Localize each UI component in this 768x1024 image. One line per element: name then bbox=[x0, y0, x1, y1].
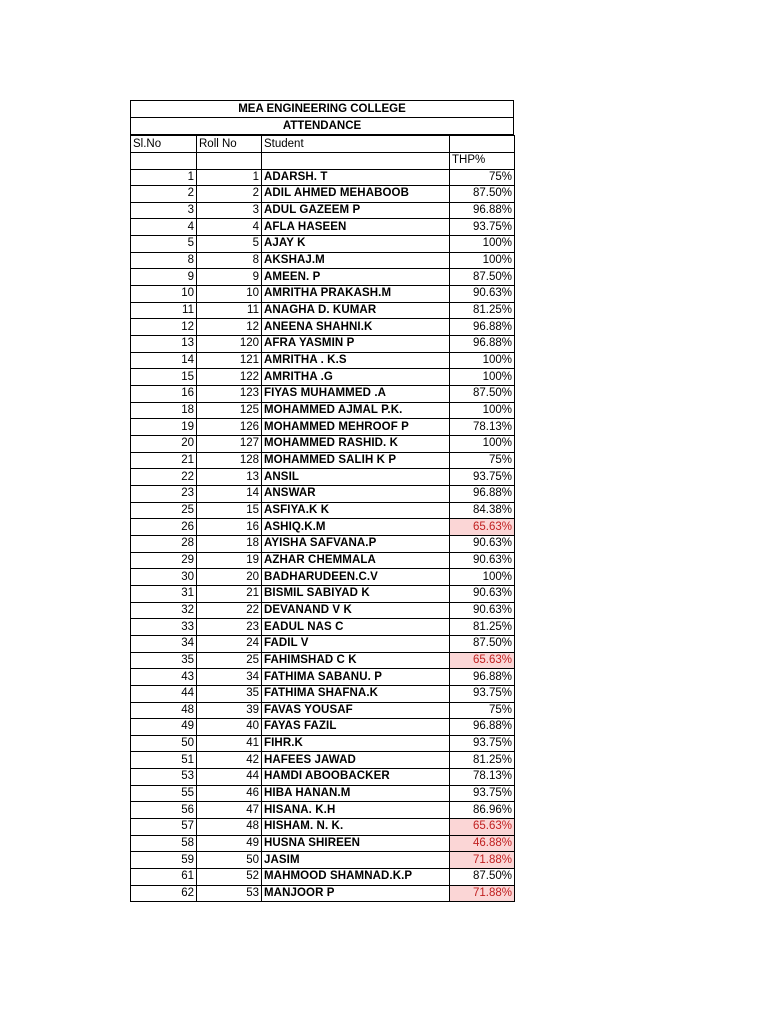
slno-cell: 58 bbox=[131, 835, 197, 852]
table-body bbox=[131, 169, 515, 902]
table-row bbox=[131, 702, 515, 719]
thp-cell: 87.50% bbox=[450, 186, 515, 203]
rollno-cell: 47 bbox=[197, 802, 262, 819]
table-row bbox=[131, 819, 515, 836]
student-name-cell: MOHAMMED AJMAL P.K. bbox=[262, 402, 450, 419]
student-name-cell: BADHARUDEEN.C.V bbox=[262, 569, 450, 586]
student-name-cell: FATHIMA SHAFNA.K bbox=[262, 685, 450, 702]
slno-cell: 1 bbox=[131, 169, 197, 186]
thp-cell: 96.88% bbox=[450, 669, 515, 686]
header-empty bbox=[131, 152, 197, 169]
rollno-cell: 127 bbox=[197, 436, 262, 453]
student-name-cell: MANJOOR P bbox=[262, 885, 450, 902]
rollno-cell: 125 bbox=[197, 402, 262, 419]
student-name-cell: ADUL GAZEEM P bbox=[262, 202, 450, 219]
student-name-cell: AMRITHA .G bbox=[262, 369, 450, 386]
table-row bbox=[131, 502, 515, 519]
student-name-cell: EADUL NAS C bbox=[262, 619, 450, 636]
thp-cell: 81.25% bbox=[450, 302, 515, 319]
table-row bbox=[131, 386, 515, 403]
thp-cell: 46.88% bbox=[450, 835, 515, 852]
slno-cell: 29 bbox=[131, 552, 197, 569]
rollno-cell: 48 bbox=[197, 819, 262, 836]
slno-cell: 59 bbox=[131, 852, 197, 869]
rollno-cell: 8 bbox=[197, 252, 262, 269]
rollno-cell: 41 bbox=[197, 735, 262, 752]
student-name-cell: FATHIMA SABANU. P bbox=[262, 669, 450, 686]
student-name-cell: AKSHAJ.M bbox=[262, 252, 450, 269]
attendance-table bbox=[130, 135, 515, 902]
thp-cell: 87.50% bbox=[450, 386, 515, 403]
student-name-cell: ADIL AHMED MEHABOOB bbox=[262, 186, 450, 203]
thp-cell: 65.63% bbox=[450, 652, 515, 669]
table-row bbox=[131, 452, 515, 469]
slno-cell: 11 bbox=[131, 302, 197, 319]
table-row bbox=[131, 619, 515, 636]
table-row bbox=[131, 469, 515, 486]
student-name-cell: AYISHA SAFVANA.P bbox=[262, 535, 450, 552]
thp-cell: 75% bbox=[450, 169, 515, 186]
slno-cell: 62 bbox=[131, 885, 197, 902]
table-row bbox=[131, 602, 515, 619]
rollno-cell: 2 bbox=[197, 186, 262, 203]
table-header bbox=[131, 136, 515, 169]
student-name-cell: AZHAR CHEMMALA bbox=[262, 552, 450, 569]
table-row bbox=[131, 302, 515, 319]
header-empty bbox=[262, 152, 450, 169]
student-name-cell: BISMIL SABIYAD K bbox=[262, 585, 450, 602]
slno-cell: 51 bbox=[131, 752, 197, 769]
rollno-cell: 14 bbox=[197, 485, 262, 502]
thp-cell: 78.13% bbox=[450, 769, 515, 786]
rollno-cell: 9 bbox=[197, 269, 262, 286]
rollno-cell: 42 bbox=[197, 752, 262, 769]
header-student: Student bbox=[262, 136, 450, 153]
student-name-cell: HAFEES JAWAD bbox=[262, 752, 450, 769]
slno-cell: 13 bbox=[131, 336, 197, 353]
slno-cell: 28 bbox=[131, 535, 197, 552]
slno-cell: 8 bbox=[131, 252, 197, 269]
student-name-cell: AMRITHA . K.S bbox=[262, 352, 450, 369]
slno-cell: 21 bbox=[131, 452, 197, 469]
thp-cell: 84.38% bbox=[450, 502, 515, 519]
slno-cell: 57 bbox=[131, 819, 197, 836]
student-name-cell: AMEEN. P bbox=[262, 269, 450, 286]
table-row bbox=[131, 802, 515, 819]
slno-cell: 48 bbox=[131, 702, 197, 719]
slno-cell: 2 bbox=[131, 186, 197, 203]
thp-cell: 93.75% bbox=[450, 469, 515, 486]
thp-cell: 90.63% bbox=[450, 585, 515, 602]
table-row bbox=[131, 585, 515, 602]
header-slno: Sl.No bbox=[131, 136, 197, 153]
thp-cell: 87.50% bbox=[450, 269, 515, 286]
student-name-cell: AJAY K bbox=[262, 236, 450, 253]
header-row-thp bbox=[131, 152, 515, 169]
slno-cell: 12 bbox=[131, 319, 197, 336]
slno-cell: 56 bbox=[131, 802, 197, 819]
table-row bbox=[131, 169, 515, 186]
student-name-cell: ASHIQ.K.M bbox=[262, 519, 450, 536]
rollno-cell: 35 bbox=[197, 685, 262, 702]
table-row bbox=[131, 885, 515, 902]
slno-cell: 26 bbox=[131, 519, 197, 536]
thp-cell: 100% bbox=[450, 252, 515, 269]
rollno-cell: 13 bbox=[197, 469, 262, 486]
thp-cell: 96.88% bbox=[450, 336, 515, 353]
rollno-cell: 49 bbox=[197, 835, 262, 852]
student-name-cell: ANAGHA D. KUMAR bbox=[262, 302, 450, 319]
thp-cell: 100% bbox=[450, 436, 515, 453]
student-name-cell: MOHAMMED RASHID. K bbox=[262, 436, 450, 453]
table-row bbox=[131, 419, 515, 436]
thp-cell: 96.88% bbox=[450, 319, 515, 336]
slno-cell: 49 bbox=[131, 719, 197, 736]
student-name-cell: AMRITHA PRAKASH.M bbox=[262, 286, 450, 303]
rollno-cell: 16 bbox=[197, 519, 262, 536]
student-name-cell: JASIM bbox=[262, 852, 450, 869]
thp-cell: 100% bbox=[450, 352, 515, 369]
table-row bbox=[131, 719, 515, 736]
thp-cell: 90.63% bbox=[450, 286, 515, 303]
slno-cell: 30 bbox=[131, 569, 197, 586]
slno-cell: 10 bbox=[131, 286, 197, 303]
table-row bbox=[131, 336, 515, 353]
student-name-cell: MAHMOOD SHAMNAD.K.P bbox=[262, 869, 450, 886]
thp-cell: 93.75% bbox=[450, 219, 515, 236]
slno-cell: 55 bbox=[131, 785, 197, 802]
rollno-cell: 11 bbox=[197, 302, 262, 319]
rollno-cell: 4 bbox=[197, 219, 262, 236]
slno-cell: 50 bbox=[131, 735, 197, 752]
thp-cell: 100% bbox=[450, 402, 515, 419]
rollno-cell: 128 bbox=[197, 452, 262, 469]
table-row bbox=[131, 769, 515, 786]
slno-cell: 44 bbox=[131, 685, 197, 702]
slno-cell: 16 bbox=[131, 386, 197, 403]
thp-cell: 78.13% bbox=[450, 419, 515, 436]
attendance-heading: ATTENDANCE bbox=[130, 118, 514, 136]
student-name-cell: ANSWAR bbox=[262, 485, 450, 502]
slno-cell: 34 bbox=[131, 635, 197, 652]
student-name-cell: FAHIMSHAD C K bbox=[262, 652, 450, 669]
slno-cell: 14 bbox=[131, 352, 197, 369]
slno-cell: 33 bbox=[131, 619, 197, 636]
rollno-cell: 12 bbox=[197, 319, 262, 336]
rollno-cell: 50 bbox=[197, 852, 262, 869]
student-name-cell: ADARSH. T bbox=[262, 169, 450, 186]
student-name-cell: FAVAS YOUSAF bbox=[262, 702, 450, 719]
student-name-cell: MOHAMMED SALIH K P bbox=[262, 452, 450, 469]
rollno-cell: 22 bbox=[197, 602, 262, 619]
rollno-cell: 19 bbox=[197, 552, 262, 569]
table-row bbox=[131, 186, 515, 203]
thp-cell: 93.75% bbox=[450, 685, 515, 702]
college-title: MEA ENGINEERING COLLEGE bbox=[130, 100, 514, 118]
thp-cell: 81.25% bbox=[450, 619, 515, 636]
table-row bbox=[131, 286, 515, 303]
rollno-cell: 46 bbox=[197, 785, 262, 802]
rollno-cell: 34 bbox=[197, 669, 262, 686]
slno-cell: 15 bbox=[131, 369, 197, 386]
student-name-cell: FIHR.K bbox=[262, 735, 450, 752]
table-row bbox=[131, 236, 515, 253]
student-name-cell: ANEENA SHAHNI.K bbox=[262, 319, 450, 336]
slno-cell: 23 bbox=[131, 485, 197, 502]
table-row bbox=[131, 319, 515, 336]
thp-cell: 96.88% bbox=[450, 719, 515, 736]
rollno-cell: 40 bbox=[197, 719, 262, 736]
rollno-cell: 39 bbox=[197, 702, 262, 719]
rollno-cell: 44 bbox=[197, 769, 262, 786]
rollno-cell: 23 bbox=[197, 619, 262, 636]
student-name-cell: FIYAS MUHAMMED .A bbox=[262, 386, 450, 403]
table-row bbox=[131, 852, 515, 869]
table-row bbox=[131, 869, 515, 886]
table-row bbox=[131, 402, 515, 419]
student-name-cell: ANSIL bbox=[262, 469, 450, 486]
student-name-cell: HUSNA SHIREEN bbox=[262, 835, 450, 852]
table-row bbox=[131, 752, 515, 769]
table-row bbox=[131, 219, 515, 236]
student-name-cell: ASFIYA.K K bbox=[262, 502, 450, 519]
thp-cell: 75% bbox=[450, 452, 515, 469]
rollno-cell: 21 bbox=[197, 585, 262, 602]
attendance-sheet bbox=[130, 100, 514, 902]
thp-cell: 71.88% bbox=[450, 885, 515, 902]
header-thp: THP% bbox=[450, 152, 515, 169]
table-row bbox=[131, 369, 515, 386]
table-row bbox=[131, 436, 515, 453]
slno-cell: 43 bbox=[131, 669, 197, 686]
slno-cell: 53 bbox=[131, 769, 197, 786]
slno-cell: 4 bbox=[131, 219, 197, 236]
rollno-cell: 18 bbox=[197, 535, 262, 552]
rollno-cell: 120 bbox=[197, 336, 262, 353]
slno-cell: 35 bbox=[131, 652, 197, 669]
rollno-cell: 24 bbox=[197, 635, 262, 652]
table-row bbox=[131, 569, 515, 586]
table-row bbox=[131, 652, 515, 669]
table-row bbox=[131, 202, 515, 219]
thp-cell: 87.50% bbox=[450, 869, 515, 886]
thp-cell: 93.75% bbox=[450, 785, 515, 802]
slno-cell: 25 bbox=[131, 502, 197, 519]
student-name-cell: AFRA YASMIN P bbox=[262, 336, 450, 353]
slno-cell: 3 bbox=[131, 202, 197, 219]
header-empty bbox=[197, 152, 262, 169]
table-row bbox=[131, 519, 515, 536]
rollno-cell: 123 bbox=[197, 386, 262, 403]
student-name-cell: HISHAM. N. K. bbox=[262, 819, 450, 836]
rollno-cell: 1 bbox=[197, 169, 262, 186]
slno-cell: 18 bbox=[131, 402, 197, 419]
slno-cell: 32 bbox=[131, 602, 197, 619]
thp-cell: 90.63% bbox=[450, 552, 515, 569]
thp-cell: 100% bbox=[450, 569, 515, 586]
student-name-cell: AFLA HASEEN bbox=[262, 219, 450, 236]
thp-cell: 96.88% bbox=[450, 485, 515, 502]
thp-cell: 81.25% bbox=[450, 752, 515, 769]
slno-cell: 31 bbox=[131, 585, 197, 602]
table-row bbox=[131, 685, 515, 702]
thp-cell: 90.63% bbox=[450, 535, 515, 552]
thp-cell: 93.75% bbox=[450, 735, 515, 752]
student-name-cell: DEVANAND V K bbox=[262, 602, 450, 619]
student-name-cell: HISANA. K.H bbox=[262, 802, 450, 819]
slno-cell: 19 bbox=[131, 419, 197, 436]
table-row bbox=[131, 352, 515, 369]
student-name-cell: MOHAMMED MEHROOF P bbox=[262, 419, 450, 436]
slno-cell: 9 bbox=[131, 269, 197, 286]
thp-cell: 100% bbox=[450, 236, 515, 253]
table-row bbox=[131, 735, 515, 752]
thp-cell: 87.50% bbox=[450, 635, 515, 652]
header-empty bbox=[450, 136, 515, 153]
student-name-cell: FAYAS FAZIL bbox=[262, 719, 450, 736]
table-row bbox=[131, 669, 515, 686]
table-row bbox=[131, 252, 515, 269]
student-name-cell: HIBA HANAN.M bbox=[262, 785, 450, 802]
student-name-cell: FADIL V bbox=[262, 635, 450, 652]
rollno-cell: 53 bbox=[197, 885, 262, 902]
header-row bbox=[131, 136, 515, 153]
table-row bbox=[131, 835, 515, 852]
thp-cell: 96.88% bbox=[450, 202, 515, 219]
thp-cell: 65.63% bbox=[450, 519, 515, 536]
rollno-cell: 3 bbox=[197, 202, 262, 219]
student-name-cell: HAMDI ABOOBACKER bbox=[262, 769, 450, 786]
table-row bbox=[131, 635, 515, 652]
rollno-cell: 126 bbox=[197, 419, 262, 436]
rollno-cell: 20 bbox=[197, 569, 262, 586]
table-row bbox=[131, 785, 515, 802]
header-rollno: Roll No bbox=[197, 136, 262, 153]
rollno-cell: 5 bbox=[197, 236, 262, 253]
rollno-cell: 121 bbox=[197, 352, 262, 369]
thp-cell: 100% bbox=[450, 369, 515, 386]
slno-cell: 20 bbox=[131, 436, 197, 453]
rollno-cell: 10 bbox=[197, 286, 262, 303]
rollno-cell: 122 bbox=[197, 369, 262, 386]
thp-cell: 65.63% bbox=[450, 819, 515, 836]
rollno-cell: 25 bbox=[197, 652, 262, 669]
table-row bbox=[131, 269, 515, 286]
slno-cell: 22 bbox=[131, 469, 197, 486]
rollno-cell: 52 bbox=[197, 869, 262, 886]
thp-cell: 86.96% bbox=[450, 802, 515, 819]
table-row bbox=[131, 485, 515, 502]
thp-cell: 71.88% bbox=[450, 852, 515, 869]
slno-cell: 61 bbox=[131, 869, 197, 886]
table-row bbox=[131, 552, 515, 569]
rollno-cell: 15 bbox=[197, 502, 262, 519]
thp-cell: 90.63% bbox=[450, 602, 515, 619]
table-row bbox=[131, 535, 515, 552]
slno-cell: 5 bbox=[131, 236, 197, 253]
thp-cell: 75% bbox=[450, 702, 515, 719]
